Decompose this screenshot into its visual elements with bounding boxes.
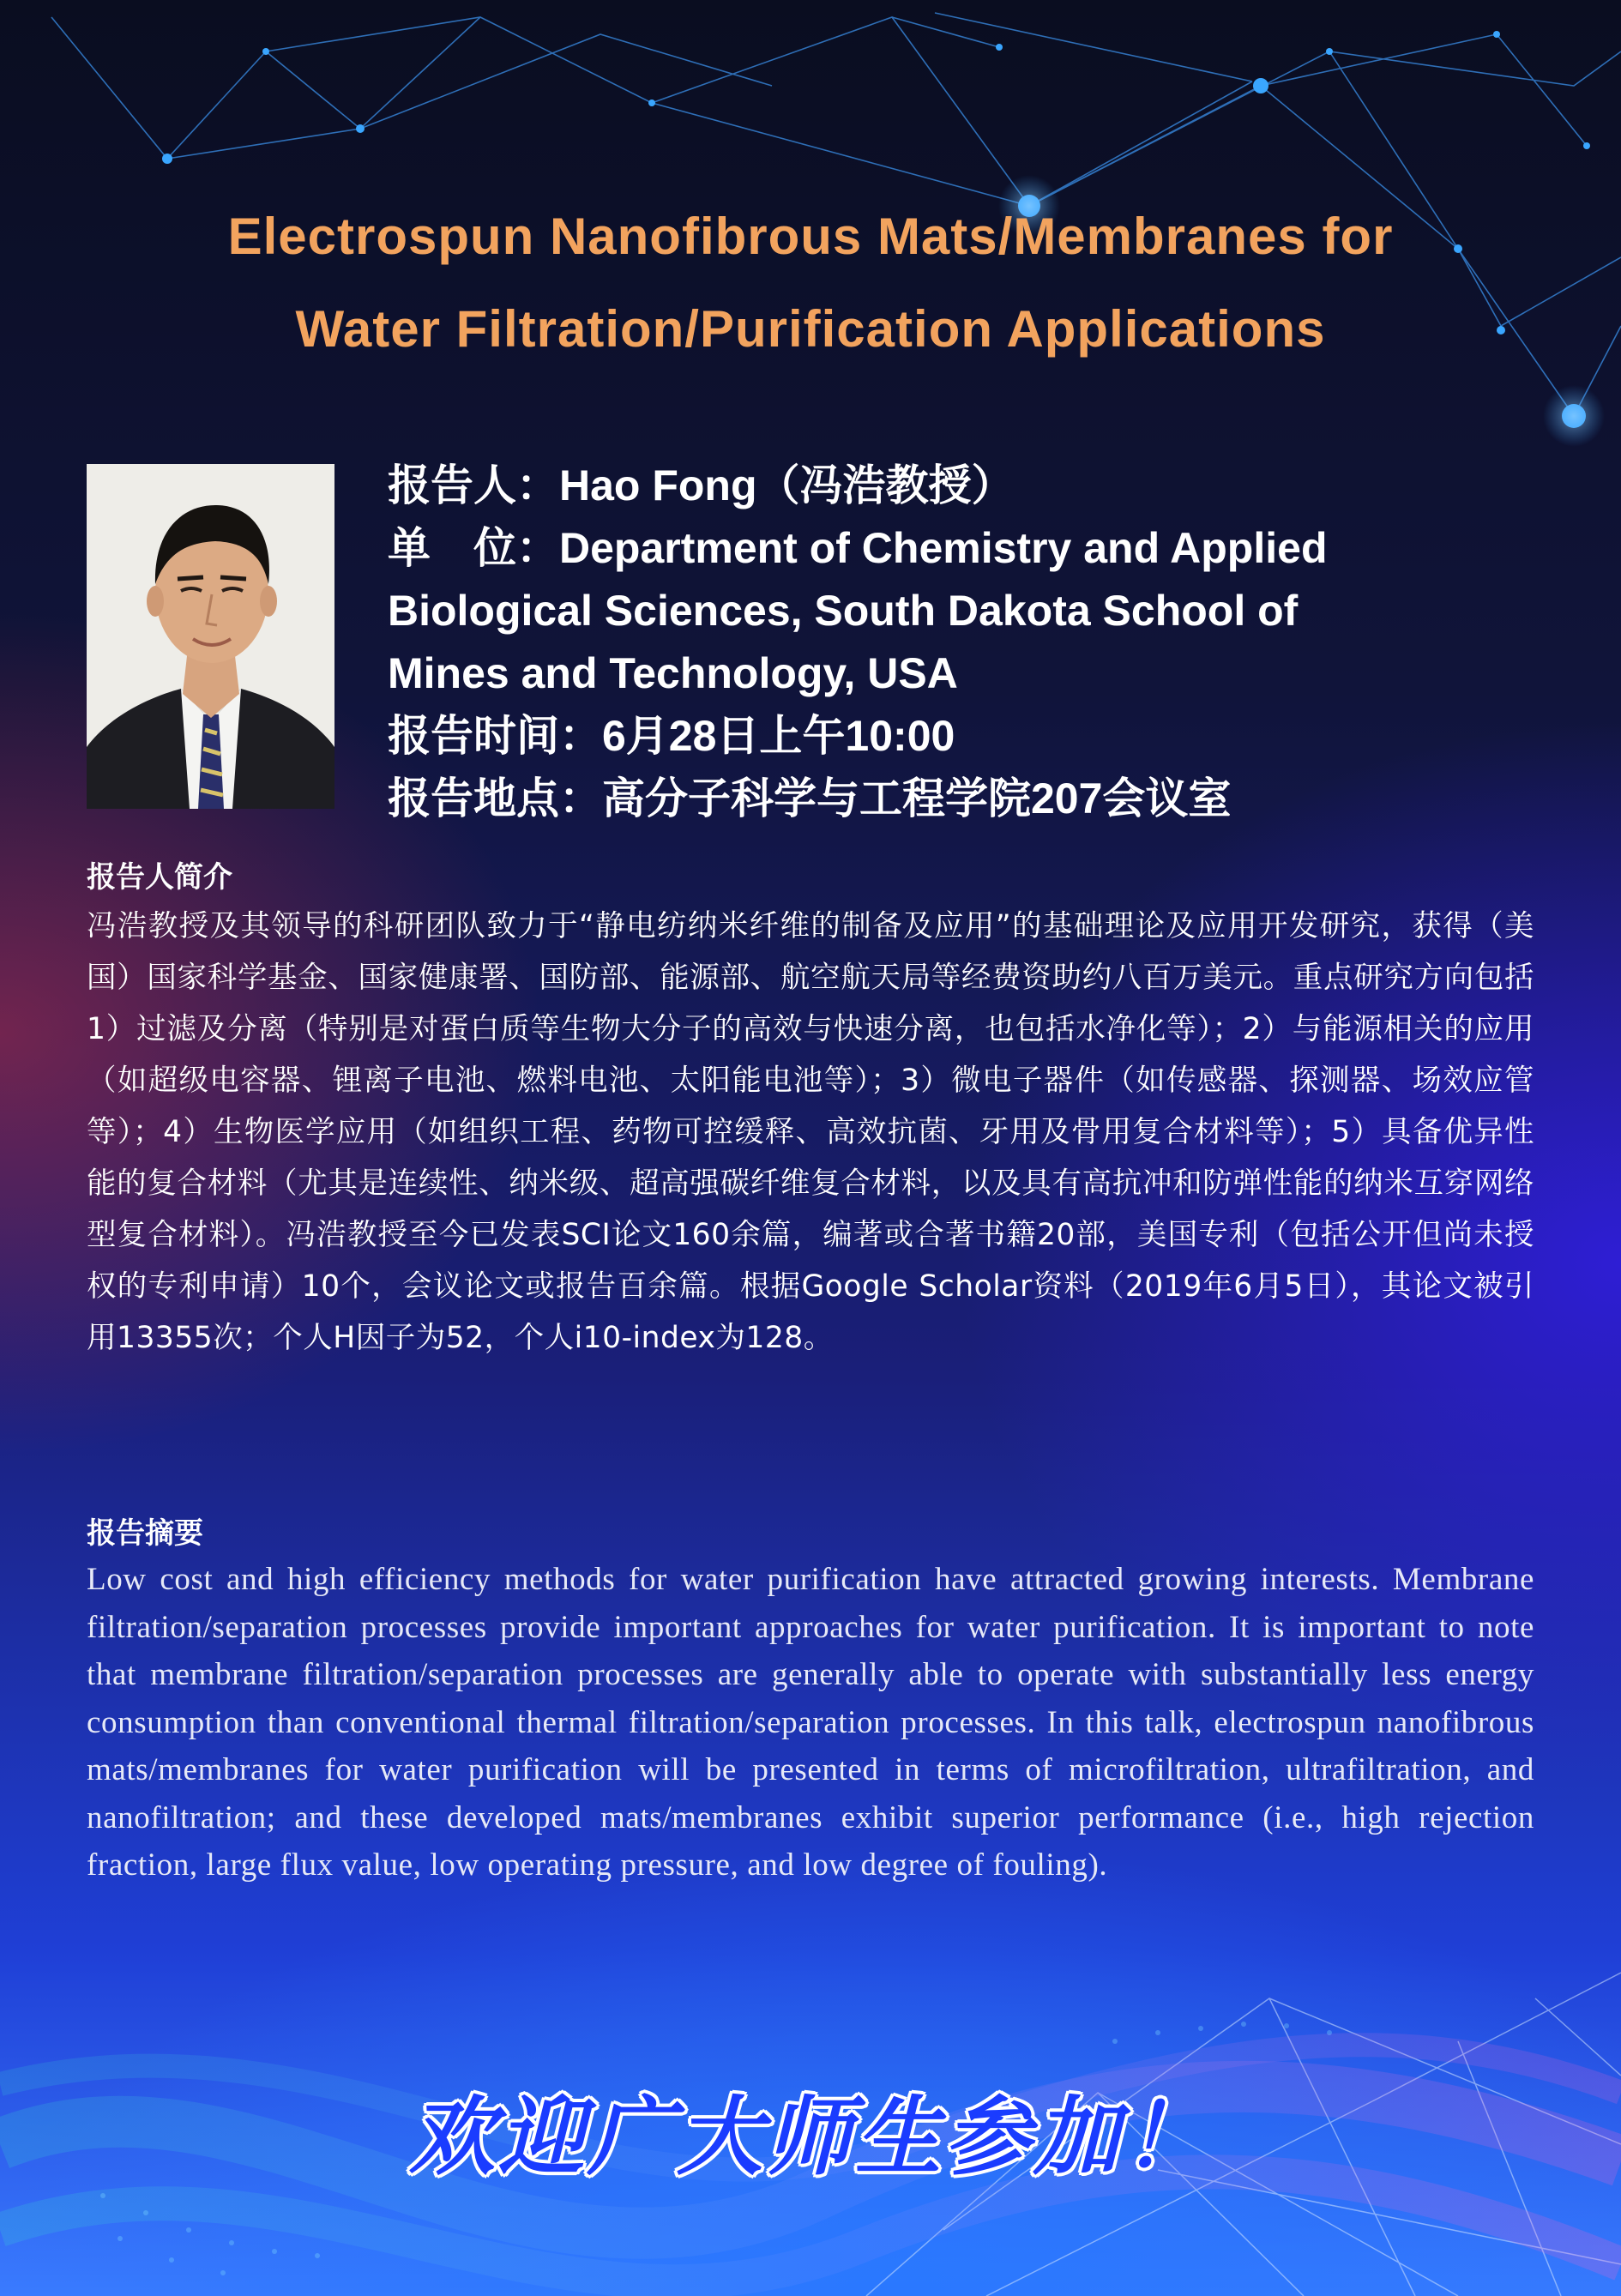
bio-text: 冯浩教授及其领导的科研团队致力于“静电纺纳米纤维的制备及应用”的基础理论及应用开发研究，获得（美国）国家科学基金、国家健康署、国防部、能源部、航空航天局等经费资助约八百万美元。重点研究方向包括1）过滤及分离（特别是对蛋白质等生物大分子的高效与快速分离，也包括水净化等）；2）与能源相关的应用（如超级电容器、锂离子电池、燃料电池、太阳能电池等）；3）微电子器件（如传感器、探测器、场效应管等）；4）生物医学应用（如组织工程、药物可控缓释、高效抗菌、牙用及骨用复合材料等）；5）具备优异性能的复合材料（尤其是连续性、纳米级、超高强碳纤维复合材料，以及具有高抗冲和防弹性能的纳米互穿网络型复合材料）。冯浩教授至今已发表SCI论文160余篇，编著或合著书籍20部，美国专利（包括公开但尚未授权的专利申请）10个，会议论文或报告百余篇。根据Google Scholar资料（2019年6月5日），其论文被引用13355次；个人H因子为52，个人i10-index为128。	[87, 909, 1534, 1355]
speaker-name-value: Hao Fong（冯浩教授）	[559, 461, 1015, 509]
time-value: 6月28日上午10:00	[602, 712, 955, 760]
speaker-photo	[87, 464, 334, 809]
time-row	[388, 705, 1503, 768]
affiliation-line-2: Biological Sciences, South Dakota School of	[388, 587, 1299, 635]
affiliation-line-3: Mines and Technology, USA	[388, 649, 958, 697]
affiliation-row	[388, 517, 1503, 580]
affiliation-label: 单 位：	[388, 523, 559, 573]
place-value: 高分子科学与工程学院207会议室	[602, 774, 1232, 823]
speaker-info	[388, 455, 1503, 830]
speaker-name-row	[388, 455, 1503, 517]
affiliation-line-1: Department of Chemistry and Applied	[559, 524, 1328, 572]
place-row	[388, 768, 1503, 830]
time-label: 报告时间：	[388, 711, 602, 761]
speaker-name-label: 报告人：	[388, 461, 559, 510]
title-line-2: Water Filtration/Purification Applications	[295, 300, 1326, 358]
welcome-banner: 欢迎广大师生参加！	[409, 2087, 1212, 2187]
title-line-1: Electrospun Nanofibrous Mats/Membranes for	[227, 208, 1394, 265]
abstract-heading: 报告摘要	[87, 1516, 203, 1551]
bio-heading: 报告人简介	[87, 860, 232, 895]
talk-title	[0, 190, 1621, 376]
abstract-text: Low cost and high efficiency methods for water purification have attracted growing interests. Membrane filtration/separation processes provide important approaches for water purification. It is important to note that membrane filtration/separation processes are generally able to operate with substantially less energy consumption than conventional thermal filtration/separation processes. In this talk, electrospun nanofibrous mats/membranes for water purification will be presented in terms of microfiltration, ultrafiltration, and nanofiltration; and these developed mats/membranes exhibit superior performance (i.e., high rejection fraction, large flux value, low operating pressure, and low degree of fouling).	[87, 1562, 1534, 1883]
place-label: 报告地点：	[388, 774, 602, 823]
